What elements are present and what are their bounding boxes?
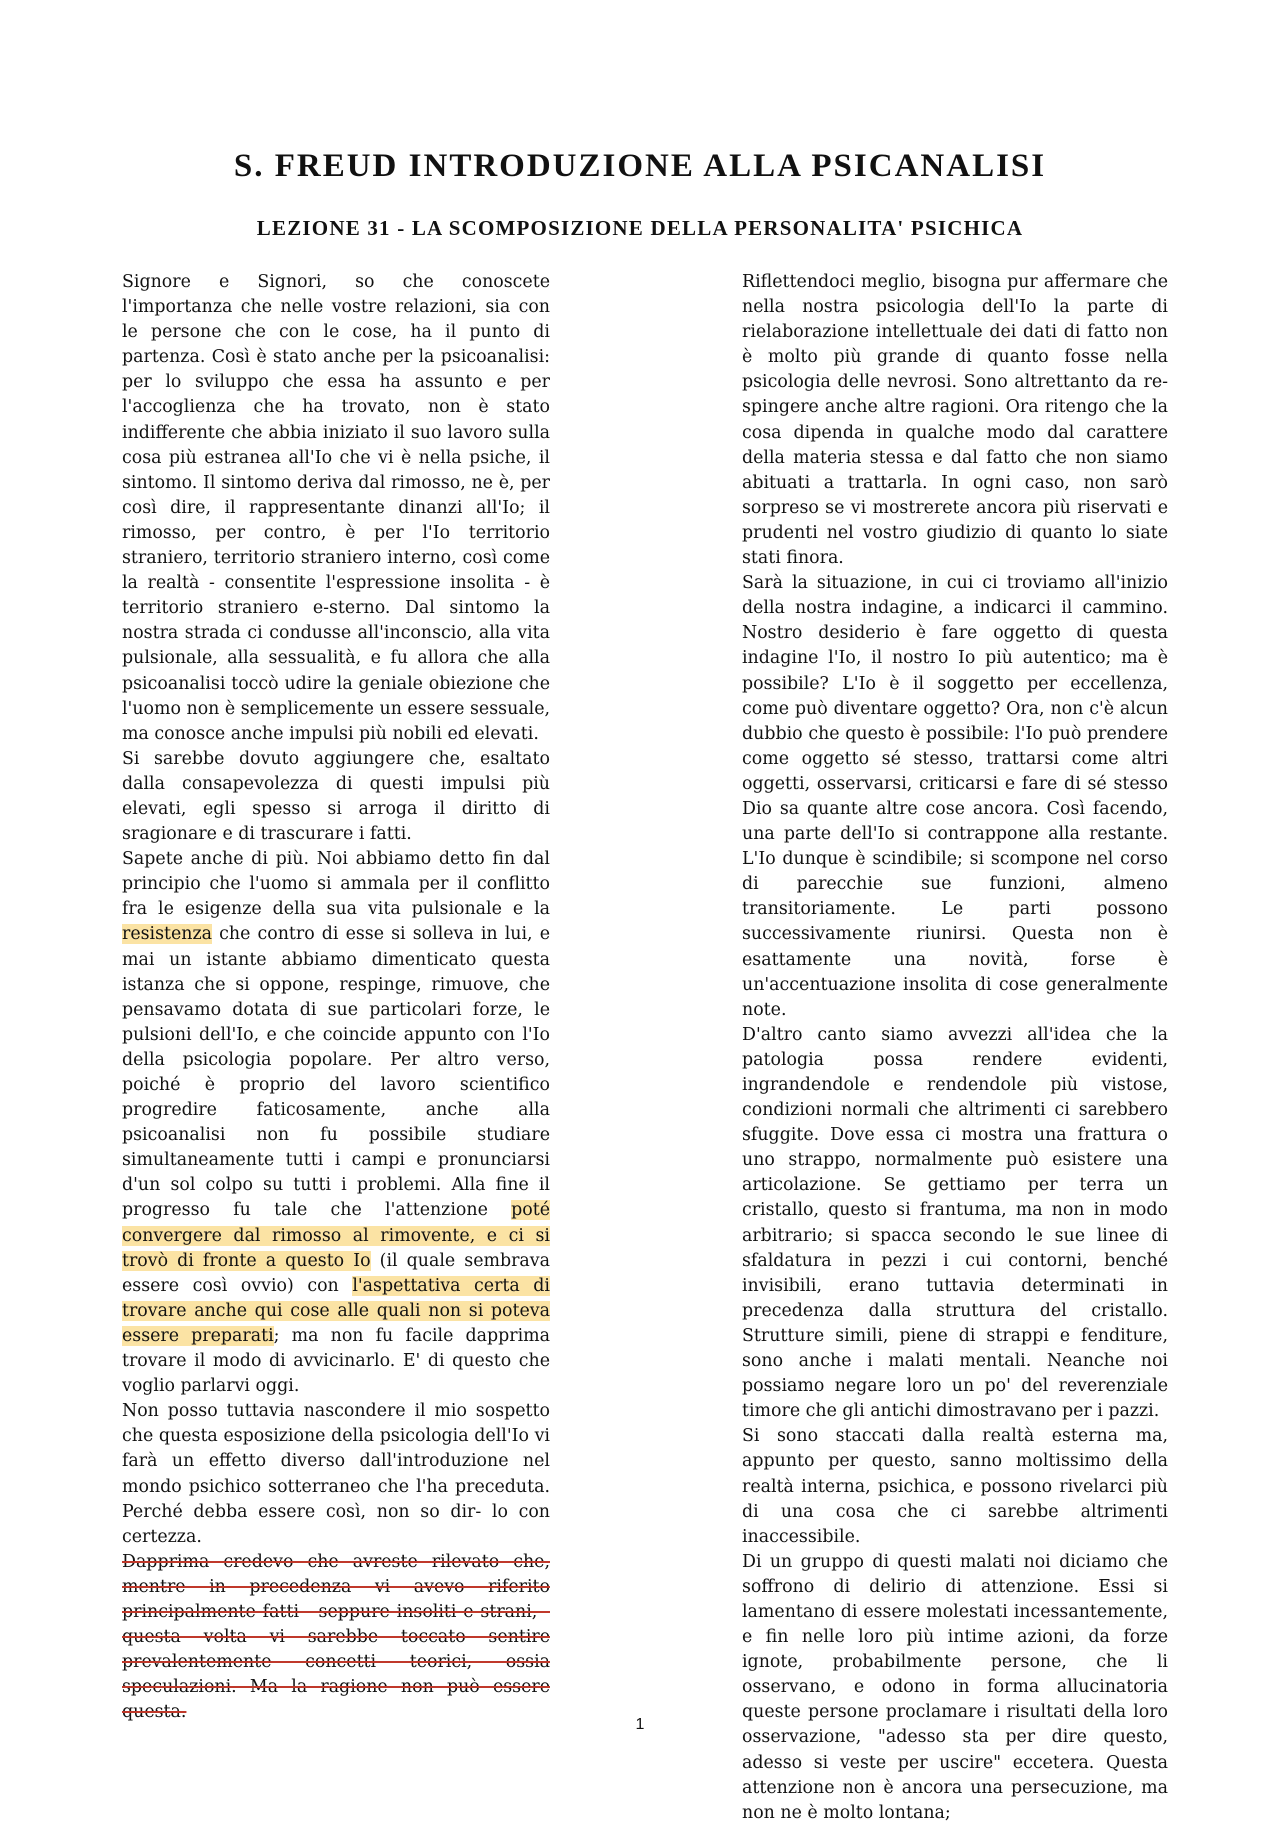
text-run: Sapete anche di più. Noi abbiamo detto fin dal principio che l'uomo si ammala per il conflitto fra le esigenze della sua vita pulsionale e la	[122, 849, 550, 920]
text-run: che contro di esse si solleva in lui, e mai un istante abbiamo dimenticato questa istanza che si oppone, respinge, rimuove, che pensavamo dotata di sue particolari forze, le pulsioni dell'Io, e che coincide appunto con l'Io della psicologia popolare. Per altro verso, poiché è proprio del lavoro scientifico progredire faticosamente, anche alla psicoanalisi non fu possibile studiare simultaneamente tutti i campi e pronunciarsi d'un sol colpo su tutti i problemi. Alla fine il progresso fu tale che l'attenzione	[122, 924, 550, 1221]
paragraph: Riflettendoci meglio, bisogna pur affermare che nella nostra psicologia dell'Io la parte di rielaborazione intellettuale dei dati di fatto non è molto più grande di quanto fosse nella psicologia delle nevrosi. Sono altrettanto da re-spingere anche altre ragioni. Ora ritengo che la cosa dipenda in qualche modo dal carattere della materia stessa e dal fatto che non siamo abituati a trattarla. In ogni caso, non sarò sorpreso se vi mostrerete ancora più riservati e prudenti nel vostro giudizio di quanto lo siate stati finora.	[742, 272, 1168, 569]
paragraph: Sarà la situazione, in cui ci troviamo all'inizio della nostra indagine, a indicarci il cammino. Nostro desiderio è fare oggetto di questa indagine l'Io, il nostro Io più autentico; ma è possibile? L'Io è il soggetto per eccellenza, come può diventare oggetto? Ora, non c'è alcun dubbio che questo è possibile: l'Io può prendere come oggetto sé stesso, trattarsi come altri oggetti, osservarsi, criticarsi e fare di sé stesso Dio sa quante altre cose ancora. Così facendo, una parte dell'Io si contrappone alla restante. L'Io dunque è scindibile; si scompone nel corso di parecchie sue funzioni, almeno transitoriamente. Le parti possono successivamente riunirsi. Questa non è esattamente una novità, forse è un'accentuazione insolita di cose generalmente note.	[742, 573, 1168, 1020]
paragraph: Si sono staccati dalla realtà esterna ma, appunto per questo, sanno moltissimo della realtà interna, psichica, e possono rivelarci più di una cosa che ci sarebbe altrimenti inaccessibile.	[742, 1426, 1168, 1547]
text-run: ; ma non fu facile dapprima trovare il modo di avvicinarlo. E' di questo che voglio parlarvi oggi.	[122, 1325, 550, 1397]
highlighted-text: resistenza	[122, 924, 213, 945]
paragraph: Signore e Signori, so che conoscete l'importanza che nelle vostre relazioni, sia con le persone che con le cose, ha il punto di partenza. Così è stato anche per la psicoanalisi: per lo sviluppo che essa ha assunto e per l'accoglienza che ha trovato, non è stato indifferente che abbia iniziato il suo lavoro sulla cosa più estranea all'Io che vi è nella psiche, il sintomo. Il sintomo deriva dal rimosso, ne è, per così dire, il rappresentante dinanzi all'Io; il rimosso, per contro, è per l'Io territorio straniero, territorio straniero interno, così come la realtà - consentite l'espressione insolita - è territorio straniero e-sterno. Dal sintomo la nostra strada ci condusse all'inconscio, alla vita pulsionale, alla sessualità, e fu allora che alla psicoanalisi toccò udire la geniale obiezione che l'uomo non è semplicemente un essere sessuale, ma conosce anche impulsi più nobili ed elevati.	[122, 272, 551, 744]
lecture-subtitle: LEZIONE 31 - LA SCOMPOSIZIONE DELLA PERSONALITA' PSICHICA	[256, 216, 1024, 240]
paragraph	[122, 847, 550, 1399]
left-column	[122, 270, 550, 1725]
paragraph: Si sarebbe dovuto aggiungere che, esaltato dalla consapevolezza di questi impulsi più elevati, egli spesso si arroga il diritto di sragionare e di trascurare i fatti.	[122, 748, 550, 845]
paragraph: D'altro canto siamo avvezzi all'idea che la patologia possa rendere evidenti, ingrandendole e rendendole più vistose, condizioni normali che altrimenti ci sarebbero sfuggite. Dove essa ci mostra una frattura o uno strappo, normalmente può esistere una articolazione. Se gettiamo per terra un cristallo, questo si frantuma, ma non in modo arbitrario; si spacca secondo le sue linee di sfaldatura in pezzi i cui contorni, benché invisibili, erano tuttavia determinati in precedenza dalla struttura del cristallo. Strutture simili, piene di strappi e fenditure, sono anche i malati mentali. Neanche noi possiamo negare loro un po' del reverenziale timore che gli antichi dimostravano per i pazzi.	[742, 1024, 1168, 1422]
struck-through-paragraph: Dapprima credevo che avreste rilevato che, mentre in precedenza vi avevo riferito principalmente fatti - seppure insoliti e strani, - questa volta vi sarebbe toccato sentire prevalentemente concetti teorici, ossia speculazioni. Ma la ragione non può essere questa.	[122, 1551, 550, 1723]
document-title: S. FREUD INTRODUZIONE ALLA PSICANALISI	[233, 148, 1047, 184]
right-column	[742, 270, 1168, 1826]
highlighted-text: poté convergere dal rimosso al rimovente, e ci si trovò di fronte a questo Io	[122, 1200, 550, 1271]
highlighted-text: l'aspettativa certa di trovare anche qui cose alle quali non si poteva essere preparati	[122, 1275, 550, 1346]
paragraph: Non posso tuttavia nascondere il mio sospetto che questa esposizione della psicologia dell'Io vi farà un effetto diverso dall'introduzione nel mondo psichico sotterraneo che l'ha preceduta. Perché debba essere così, non so dir- lo con certezza.	[122, 1401, 550, 1547]
text-run: (il quale sembrava essere così ovvio) con	[122, 1250, 550, 1296]
paragraph: Di un gruppo di questi malati noi diciamo che soffrono di delirio di attenzione. Essi si lamentano di essere molestati incessantemente, e fin nelle loro più intime azioni, da forze ignote, probabilmente persone, che li osservano, e odono in forma allucinatoria queste persone proclamare i risultati della loro osservazione, "adesso sta per dire questo, adesso si veste per uscire" eccetera. Questa attenzione non è ancora una persecuzione, ma non ne è molto lontana;	[742, 1551, 1168, 1823]
page-number: 1	[635, 1716, 645, 1733]
